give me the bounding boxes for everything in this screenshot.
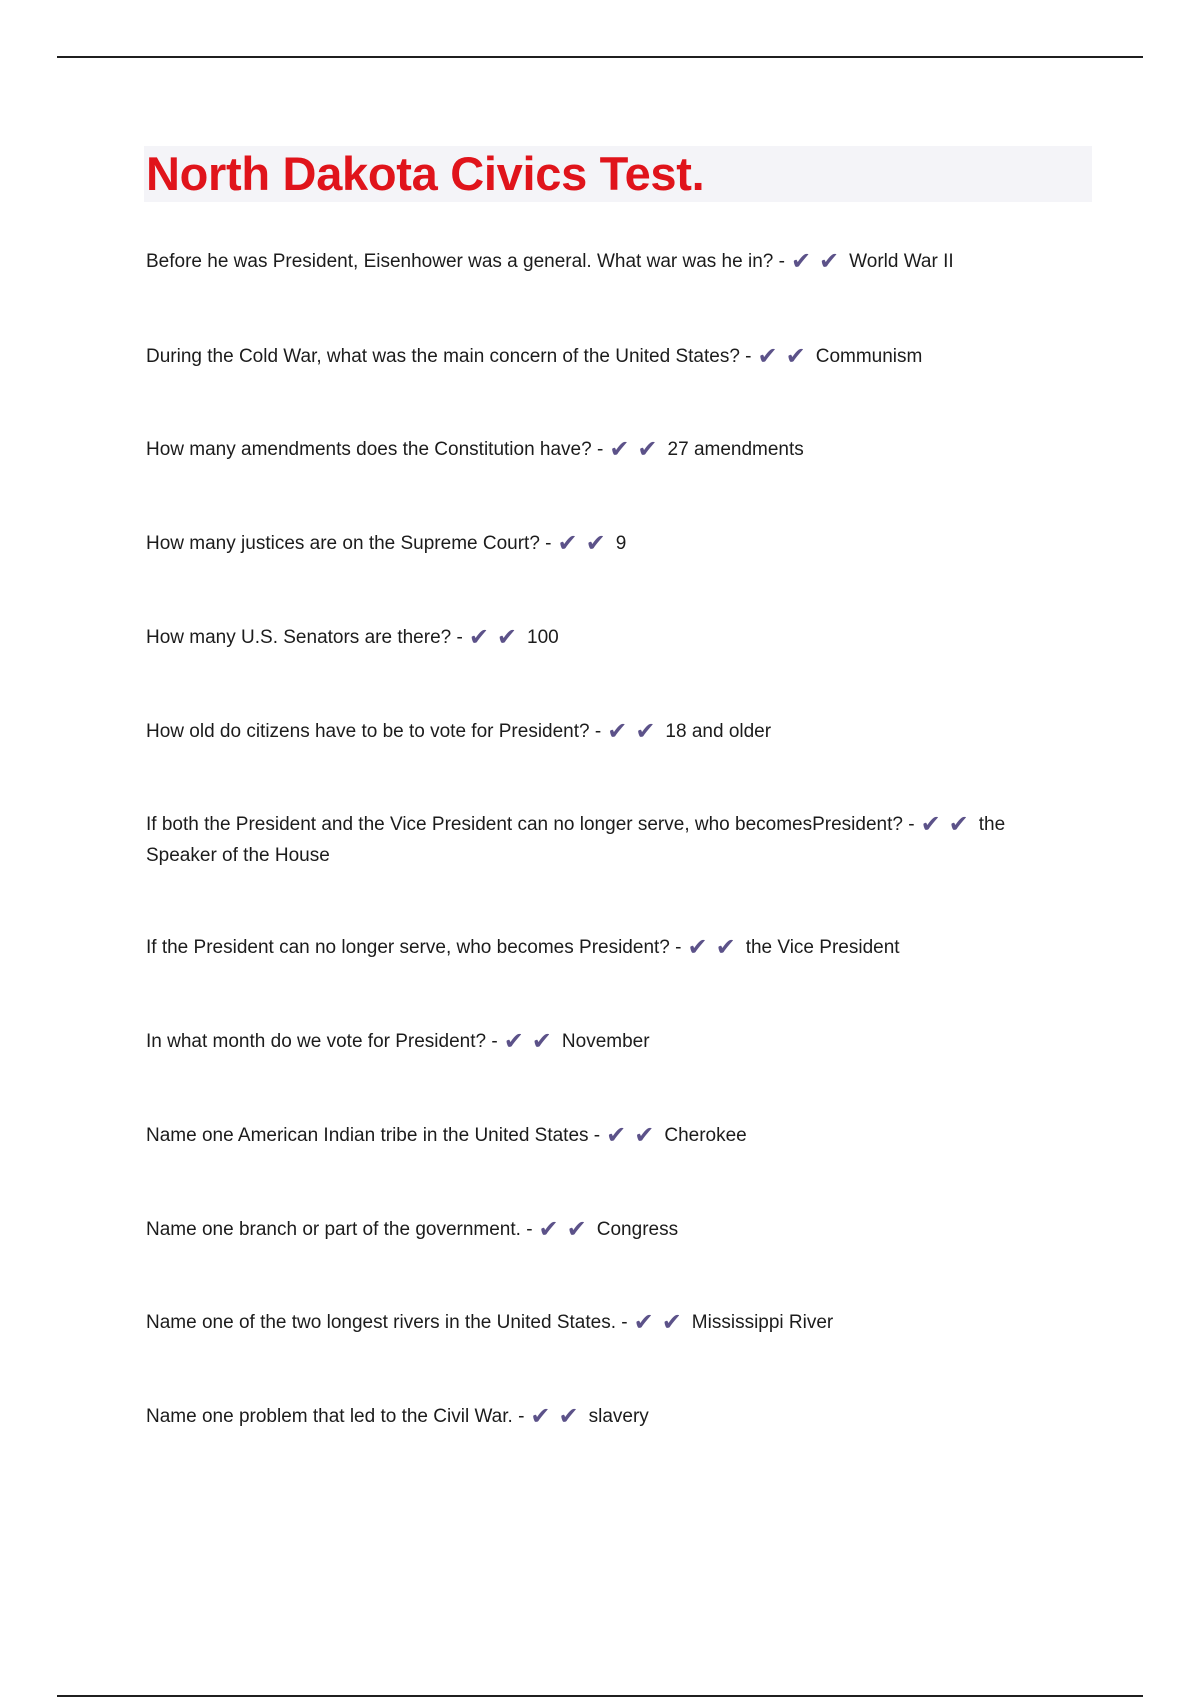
checkmark-icon: ✔ bbox=[948, 811, 969, 838]
answer-text: Congress bbox=[596, 1219, 679, 1240]
checkmark-icon: ✔ bbox=[538, 1216, 559, 1243]
question-text: How many justices are on the Supreme Court? - bbox=[146, 533, 552, 554]
qa-item bbox=[146, 932, 1076, 963]
answer-text: Cherokee bbox=[664, 1125, 747, 1146]
qa-item bbox=[146, 1026, 1076, 1057]
checkmark-icon: ✔ bbox=[609, 436, 630, 463]
checkmark-icon: ✔ bbox=[634, 1122, 655, 1149]
answer-text: 18 and older bbox=[665, 721, 772, 742]
question-text: How many amendments does the Constitution have? - bbox=[146, 439, 604, 460]
checkmark-icon: ✔ bbox=[496, 624, 518, 651]
answer-text: Communism bbox=[815, 346, 923, 367]
answer-text: 27 amendments bbox=[667, 439, 804, 460]
checkmark-icon: ✔ bbox=[585, 530, 606, 557]
answer-text: the Speaker of the House bbox=[146, 814, 1006, 866]
answer-text: slavery bbox=[588, 1406, 649, 1427]
qa-item bbox=[146, 1307, 1076, 1338]
question-text: In what month do we vote for President? - bbox=[146, 1031, 498, 1052]
qa-item bbox=[146, 1401, 1076, 1432]
question-text: How many U.S. Senators are there? - bbox=[146, 627, 463, 648]
question-text: Before he was President, Eisenhower was a general. What war was he in? - bbox=[146, 251, 785, 272]
qa-item bbox=[146, 246, 1076, 277]
checkmark-icon: ✔ bbox=[606, 1122, 627, 1149]
question-text: Name one branch or part of the government. - bbox=[146, 1219, 533, 1240]
qa-item bbox=[146, 809, 1076, 871]
checkmark-icon: ✔ bbox=[785, 343, 806, 370]
qa-item bbox=[146, 1214, 1076, 1245]
top-rule bbox=[57, 56, 1143, 58]
checkmark-icon: ✔ bbox=[557, 530, 578, 557]
checkmark-icon: ✔ bbox=[920, 811, 941, 838]
question-text: During the Cold War, what was the main concern of the United States? - bbox=[146, 346, 752, 367]
checkmark-icon: ✔ bbox=[503, 1028, 524, 1055]
checkmark-icon: ✔ bbox=[558, 1403, 579, 1430]
answer-text: Mississippi River bbox=[691, 1312, 834, 1333]
checkmark-icon: ✔ bbox=[715, 934, 736, 961]
checkmark-icon: ✔ bbox=[637, 436, 658, 463]
checkmark-icon: ✔ bbox=[468, 624, 489, 651]
qa-item bbox=[146, 434, 1076, 465]
checkmark-icon: ✔ bbox=[530, 1403, 551, 1430]
qa-item bbox=[146, 1120, 1076, 1151]
answer-text: 100 bbox=[527, 627, 559, 648]
checkmark-icon: ✔ bbox=[790, 248, 812, 275]
document-title: North Dakota Civics Test. bbox=[146, 147, 705, 200]
question-text: If both the President and the Vice President can no longer serve, who becomesPresident? - bbox=[146, 814, 915, 835]
checkmark-icon: ✔ bbox=[687, 934, 708, 961]
question-text: Name one problem that led to the Civil War. - bbox=[146, 1406, 525, 1427]
qa-item bbox=[146, 716, 1076, 747]
checkmark-icon: ✔ bbox=[566, 1216, 587, 1243]
checkmark-icon: ✔ bbox=[531, 1028, 552, 1055]
checkmark-icon: ✔ bbox=[819, 248, 840, 275]
question-text: How old do citizens have to be to vote for President? - bbox=[146, 721, 602, 742]
checkmark-icon: ✔ bbox=[661, 1309, 682, 1336]
qa-item bbox=[146, 622, 1076, 653]
checkmark-icon: ✔ bbox=[757, 343, 778, 370]
question-text: Name one American Indian tribe in the United States - bbox=[146, 1125, 601, 1146]
checkmark-icon: ✔ bbox=[633, 1309, 654, 1336]
checkmark-icon: ✔ bbox=[607, 718, 628, 745]
checkmark-icon: ✔ bbox=[635, 718, 656, 745]
answer-text: the Vice President bbox=[745, 937, 900, 958]
bottom-rule bbox=[57, 1695, 1143, 1697]
qa-item bbox=[146, 528, 1076, 559]
answer-text: November bbox=[561, 1031, 650, 1052]
question-text: Name one of the two longest rivers in the United States. - bbox=[146, 1312, 628, 1333]
answer-text: 9 bbox=[615, 533, 627, 554]
qa-item bbox=[146, 341, 1076, 372]
answer-text: World War II bbox=[849, 251, 954, 272]
question-text: If the President can no longer serve, who becomes President? - bbox=[146, 937, 682, 958]
